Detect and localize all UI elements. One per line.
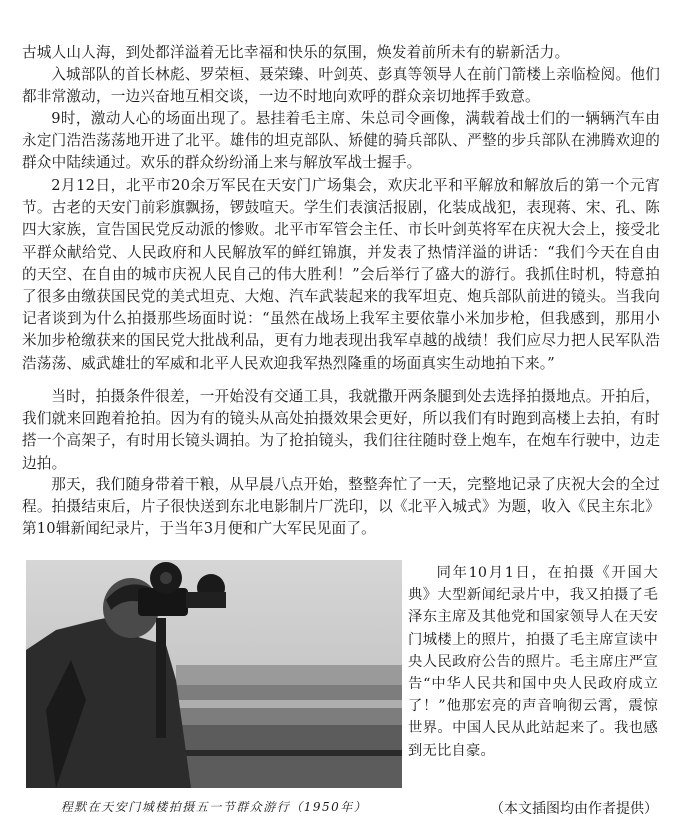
paragraph-2: 入城部队的首长林彪、罗荣桓、聂荣臻、叶剑英、彭真等领导人在前门箭楼上亲临检阅。他们都非常激动，一边兴奋地互相交谈，一边不时地向欢呼的群众亲切地挥手致意。 [22, 66, 660, 106]
paragraph-4: 2月12日，北平市20余万军民在天安门广场集会，欢庆北平和平解放和解放后的第一个元宵节。古老的天安门前彩旗飘扬，锣鼓喧天。学生们表演活报剧，化装成战犯，表现蒋、宋、孔、陈四大家族，宣告国民党反动派的惨败。北平市军管会主任、市长叶剑英将军在庆祝大会上，接受北平群众献给党、人民政府和人民解放军的鲜红锦旗，并发表了热情洋溢的讲话：“我们今天在自由的天空、在自由的城市庆祝人民自己的伟大胜利！”会后举行了盛大的游行。我抓住时机，特意拍了很多由缴获国民党的美式坦克、大炮、汽车武装起来的我军坦克、炮兵部队前进的镜头。当我向记者谈到为什么拍摄那些场面时说：“虽然在战场上我军主要依靠小米加步枪，但我感到，那用小米加步枪缴获来的国民党大批战利品，更有力地表现出我军卓越的战绩！我们应尽力把人民军队浩浩荡荡、威武雄壮的军威和北平人民欢迎我军热烈隆重的场面真实生动地拍下来。” [22, 177, 660, 372]
photo-illustration [26, 560, 402, 788]
photo-cameraman [26, 560, 402, 788]
paragraph-5: 当时，拍摄条件很差，一开始没有交通工具，我就撒开两条腿到处去选择拍摄地点。开拍后，我们就来回跑着抢拍。因为有的镜头从高处拍摄效果会更好，所以我们有时跑到高楼上去拍，有时搭一个高架子，有时用长镜头调拍。为了抢拍镜头，我们往往随时登上炮车，在炮车行驶中，边走边拍。 [22, 388, 660, 472]
image-credit: （本文插图均由作者提供） [490, 801, 658, 817]
photo-caption: 程默在天安门城楼拍摄五一节群众游行（1950年） [60, 800, 368, 814]
paragraph-6: 那天，我们随身带着干粮，从早晨八点开始，整整奔忙了一天，完整地记录了庆祝大会的全过程。拍摄结束后，片子很快送到东北电影制片厂洗印，以《北平入城式》为题，收入《民主东北》第10辑新闻纪录片，于当年3月便和广大军民见面了。 [22, 476, 660, 538]
paragraph-7: 同年10月1日，在拍摄《开国大典》大型新闻纪录片中，我又拍摄了毛泽东主席及其他党和国家领导人在天安门城楼上的照片，拍摄了毛主席宣读中央人民政府公告的照片。毛主席庄严宣告“中华人民共和国中央人民政府成立了！”他那宏亮的声音响彻云霄，震惊世界。中国人民从此站起来了。我也感到无比自豪。 [408, 565, 658, 759]
paragraph-3: 9时，激动人心的场面出现了。悬挂着毛主席、朱总司令画像，满载着战士们的一辆辆汽车由永定门浩浩荡荡地开进了北平。雄伟的坦克部队、矫健的骑兵部队、严整的步兵部队在沸腾欢迎的群众中陆续通过。欢乐的群众纷纷涌上来与解放军战士握手。 [22, 110, 660, 172]
paragraph-1: 古城人山人海，到处都洋溢着无比幸福和快乐的氛围，焕发着前所未有的崭新活力。 [22, 44, 570, 61]
